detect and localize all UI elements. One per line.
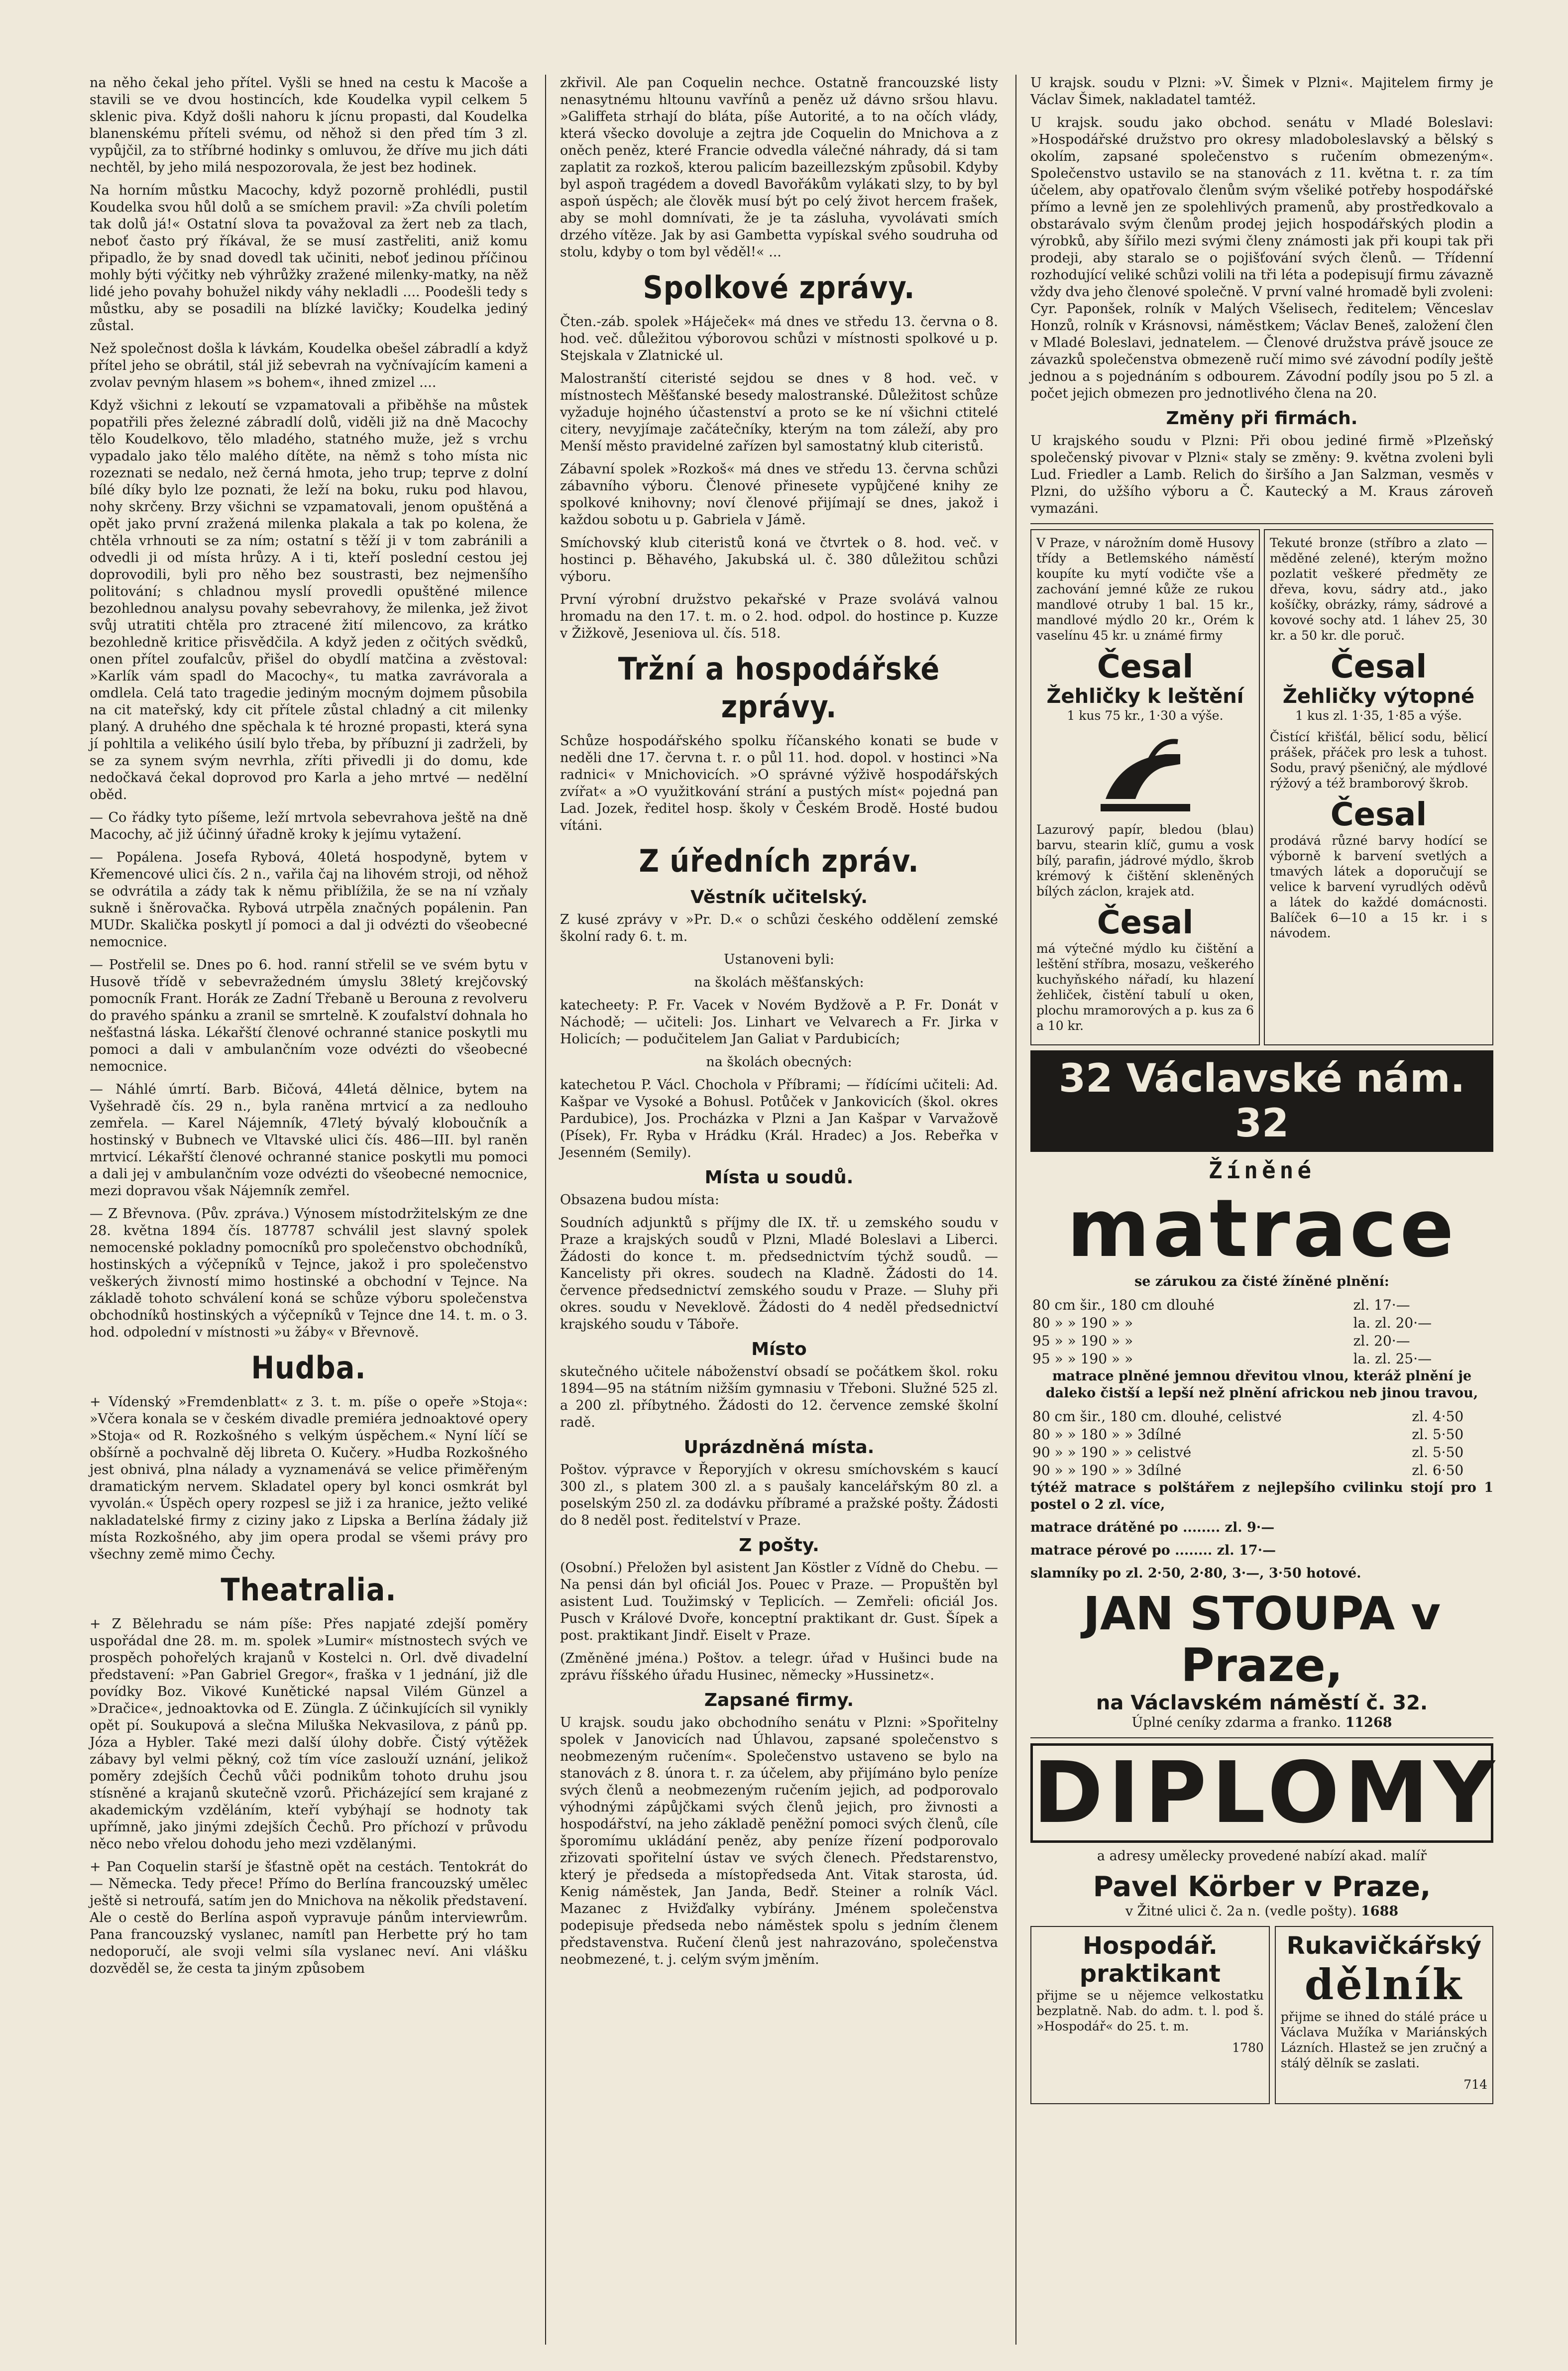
paragraph: — Postřelil se. Dnes po 6. hod. ranní střelil se ve svém bytu v Husově třídě v sebevražedném úmyslu 38letý krejčovský pomocník Frant. Horák ze Zadní Třebaně u Berouna z revolveru do pravého spánku a zranil se smrtelně. K zoufalství dohnala ho nešťastná láska. Lékařští členové ochranné stanice poskytli mu pomoci a dali v ambulančním voze odvézti do všeobecné nemocnice. bbox=[90, 957, 528, 1074]
ad-text: matrace pérové po ........ zl. 17·— bbox=[1030, 1543, 1276, 1558]
ad-text: Čistící křišťál, bělicí sodu, bělicí prášek, přáček pro lesk a tuhost. Sodu, pravý pšeničný, ale mýdlové rýžový a též bramborový škrob. bbox=[1270, 730, 1487, 790]
paragraph: Čten.-záb. spolek »Háječek« má dnes ve středu 13. června o 8. hod. več. důležitou výborovou schůzi v místnosti spolkové u p. Stejskala v Zlatnické ul. bbox=[560, 314, 998, 363]
paragraph: (Osobní.) Přeložen byl asistent Jan Köstler z Vídně do Chebu. — Na pensi dán byl oficiál Jos. Pouec v Praze. — Propuštěn byl asistent Lud. Toužimský v Teplicích. — Zemřeli: oficiál Jos. Pusch v Králové Dvoře, konceptní praktikant dr. Gust. Šípek a post. praktikant Jindř. Eiselt v Praze. bbox=[560, 1560, 998, 1643]
ad-text: se zárukou za čisté žíněné plnění: bbox=[1134, 1274, 1389, 1289]
ad-text: přijme se u nějemce velkostatku bezplatně. Nab. do adm. t. l. pod š. »Hospodář« do 25. t. m. bbox=[1036, 1988, 1264, 2033]
ad-title: Hospodář. praktikant bbox=[1079, 1932, 1221, 1988]
table-cell: 80 cm šir., 180 cm. dlouhé, celistvé bbox=[1032, 1408, 1282, 1425]
section-heading-theatralia: Theatralia. bbox=[221, 1572, 397, 1608]
advertiser-name: Pavel Körber v Praze, bbox=[1093, 1871, 1431, 1903]
paragraph: na školách obecných: bbox=[706, 1054, 852, 1070]
paragraph: První výrobní družstvo pekařské v Praze svolává valnou hromadu na den 17. t. m. o 2. hod. odpol. do hostince p. Kuzze v Žižkově, Jeseniova ul. čís. 518. bbox=[560, 592, 998, 641]
column-3 bbox=[1030, 75, 1500, 2104]
price-table bbox=[1030, 1296, 1493, 1368]
ad-text: slamníky po zl. 2·50, 2·80, 3·—, 3·50 hotové. bbox=[1030, 1566, 1361, 1581]
paragraph: Obsazena budou místa: bbox=[560, 1192, 719, 1208]
cesal-brand: Česal bbox=[1330, 649, 1427, 685]
paragraph: U krajsk. soudu jako obchod. senátu v Mladé Boleslavi: »Hospodářské družstvo pro okresy mladoboleslavský a bělský s okolím, zapsané společenstvo s ručením obmezeným«. Společenstvo ustavilo se na stanovách z 11. května t. r. za tím účelem, aby opatřovalo členům svým všeliké potřeby hospodářské přímo a levně jen ze spolehlivých pramenů, aby prostředkovalo a obstarávalo svým členům prodej jejich hospodářských plodin a výrobků, aby šířilo mezi svými členy známosti jak při koupi tak při prodeji, aby staralo se o pojišťování svých členů. — Třídenní rozhodující veliké schůzi volili na tři léta a podepisují firmu závazně vždy dva jeho členové společně. V první valné hromadě byli zvoleni: Cyr. Paponšek, rolník v Malých Všelisech, ředitelem; Věnceslav Honzů, rolník v Krásnovsi, náměstkem; Václav Beneš, založení člen v Mladé Boleslavi, jednatelem. — Členové družstva právě jsouce ze závazků společenstva obmezeně ručí mimo své závodní podíly ještě jednou a s pojednáním s odbourem. Závodní podíly jsou po 5 zl. a počet jejich obmezen pro jednotlivého člena na 20. bbox=[1030, 115, 1493, 401]
paragraph: na něho čekal jeho přítel. Vyšli se hned na cestu k Macoše a stavili se ve dvou hostincích, kde Koudelka vypil celkem 5 sklenic piva. Když došli nahoru k jícnu propasti, dal Koudelka blanenskému příteli svému, od něhož si den před tím 3 zl. vypůjčil, za to stříbrné hodinky s omluvou, že dříve mu jich dáti nechtěl, by jeho milá nespozorovala, že jest bez hodinek. bbox=[90, 75, 528, 175]
table-cell: zl. 6·50 bbox=[1412, 1462, 1464, 1478]
subheading-zposty: Z pošty. bbox=[739, 1535, 819, 1556]
table-cell: zl. 17·— bbox=[1353, 1297, 1410, 1313]
table-cell: 95 » » 190 » » bbox=[1032, 1351, 1133, 1367]
ad-headline-matrace: matrace bbox=[1067, 1182, 1457, 1275]
column-1 bbox=[90, 75, 528, 1983]
subheading-mista: Místa u soudů. bbox=[704, 1167, 854, 1188]
subheading-vestnik: Věstník učitelský. bbox=[690, 887, 868, 907]
section-heading-hudba: Hudba. bbox=[251, 1350, 366, 1386]
section-heading-spolkove: Spolkové zprávy. bbox=[643, 269, 915, 306]
ad-price: 1 kus 75 kr., 1·30 a výše. bbox=[1067, 708, 1224, 723]
ad-text bbox=[1030, 1714, 1493, 1731]
paragraph: Soudních adjunktů s příjmy dle IX. tř. u zemského soudu v Praze a krajských soudů v Plzni, Mladé Boleslavi a Liberci. Žádosti do konce t. m. předsednictvím týchž soudů. — Kancelisty při okres. soudech na Kladně. Žádosti do 14. července předsednictví zemského soudu v Praze. — Sluhy při okres. soudu v Neveklově. Žádosti do 4 neděl předsednictví krajského soudu v Táboře. bbox=[560, 1215, 998, 1332]
table-cell: zl. 4·50 bbox=[1412, 1408, 1464, 1425]
ad-praktikant bbox=[1030, 1926, 1270, 2104]
newspaper-page bbox=[90, 75, 1500, 2345]
ad-text: přijme se ihned do stálé práce u Václava Mužíka v Mariánských Lázních. Hlastež se jen zručný a stálý dělník se zaslati. bbox=[1280, 2010, 1487, 2070]
ad-title: Rukavičkářský bbox=[1286, 1932, 1482, 1960]
paragraph: skutečného učitele náboženství obsadí se počátkem škol. roku 1894—95 na státním nižším gymnasiu v Třeboni. Služné 525 zl. a 200 zl. příbytného. Žádosti do 12. července zemské školní radě. bbox=[560, 1364, 998, 1430]
advertiser-address: v Žitné ulici č. 2a n. (vedle pošty). bbox=[1125, 1904, 1357, 1919]
table-row bbox=[1030, 1350, 1493, 1368]
paragraph: Než společnost došla k lávkám, Koudelka obešel zábradlí a když přítel jeho se obrátil, stál již sebevrah na vyčnívajícím kameni a zvolav pevným hlasem »s bohem«, ihned zmizel .... bbox=[90, 341, 528, 390]
section-heading-urad: Z úředních zpráv. bbox=[639, 843, 919, 879]
paragraph: Na horním můstku Macochy, když pozorně prohlédli, pustil Koudelka svou hůl dolů a se smíchem pravil: »Za chvíli poletím tak dolů já!« Ostatní slova ta považoval za žert neb za tlach, neboť často prý říkával, že se musí zastřeliti, aniž komu připadlo, že by snad dovedl tak učiniti, neboť jedinou příčinou mohly býti výčitky neb výhrůžky zražené milenky-matky, na něž lidé jeho povahy bohužel nikdy váhy nekladli .... Poodešli tedy s můstku, aby se posadili na blízké lavičky; Koudelka jediný zůstal. bbox=[90, 183, 528, 334]
classified-ads bbox=[1030, 1926, 1493, 2104]
table-cell: zl. 20·— bbox=[1353, 1333, 1410, 1349]
ad-code: 1780 bbox=[1232, 2040, 1264, 2055]
paragraph: Smíchovský klub citeristů koná ve čtvrtek o 8. hod. več. v hostinci p. Běhavého, Jakubská ul. č. 380 důležitou schůzi výboru. bbox=[560, 535, 998, 584]
firm-address: na Václavském náměstí č. 32. bbox=[1096, 1692, 1428, 1714]
paragraph: zkřivil. Ale pan Coquelin nechce. Ostatně francouzské listy nenasytnému hltounu vavřínů a peněz už dávno sršou hlavu. »Galiffeta strhají do bláta, píše Autorité, a to na očích vlády, která všecko dovoluje a zejtra jde Coquelin do Mnichova a z oněch peněz, které Francie odvedla válečné náhrady, dá si tam zaplatit za rozkoš, kterou palicím bazeillezským způsobil. Kdyby byl aspoň tragédem a dovedl Bavořákům vylákati slzy, to by byl aspoň úspěch; ale člověk musí být po celý život hercem frašek, aby se mohl domnívati, že je ta zásluha, vyvolávati smích drzého vítěze. Jak by asi Gambetta vypískal svého soudruha od stolu, kdyby o tom byl věděl!« ... bbox=[560, 75, 998, 260]
subheading-uprazdnena: Uprázdněná místa. bbox=[683, 1437, 875, 1458]
subheading-zmeny: Změny při firmách. bbox=[1166, 408, 1358, 429]
ad-product: Žehličky k leštění bbox=[1046, 685, 1244, 708]
table-row bbox=[1030, 1332, 1493, 1350]
paragraph: U krajského soudu v Plzni: Při obou jediné firmě »Plzeňský společenský pivovar v Plzni« staly se změny: 9. května zvoleni byli Lud. Friedler a Lamb. Relich do širšího a Jan Salzman, vesměs v Plzni, do užšího výboru a Č. Kautecký a M. Kraus zároveň vymazáni. bbox=[1030, 433, 1493, 516]
address-banner: 32 Václavské nám. 32 bbox=[1030, 1050, 1493, 1152]
divider bbox=[1030, 523, 1493, 524]
table-cell: 80 » » 180 » » 3dílné bbox=[1032, 1426, 1182, 1443]
ad-text: matrace plněné jemnou dřevitou vlnou, kteráž plnění je daleko čistší a lepší než plnění africkou neb jinou travou, bbox=[1045, 1368, 1478, 1401]
ad-price: 1 kus zl. 1·35, 1·85 a výše. bbox=[1295, 708, 1462, 723]
paragraph: Poštov. výpravce v Řeporyjích v okresu smíchovském s kaucí 300 zl., s platem 300 zl. a s paušaly kancelářským 80 zl. a poselským 250 zl. za dodávku příbramé a pražské pošty. Žádosti do 8 neděl post. ředitelství v Praze. bbox=[560, 1462, 998, 1528]
paragraph: U krajsk. soudu v Plzni: »V. Šimek v Plzni«. Majitelem firmy je Václav Šimek, nakladatel tamtéž. bbox=[1030, 75, 1493, 108]
ad-text: prodává různé barvy hodící se výborně k barvení svetlých a tmavých látek a doporučují se velice k barvení vyrudlých oděvů a látek do každé domácnosti. Balíček 6—10 a 15 kr. i s návodem. bbox=[1270, 833, 1487, 940]
subheading-misto: Místo bbox=[751, 1339, 807, 1359]
paragraph: U krajsk. soudu jako obchodního senátu v Plzni: »Spořitelny spolek v Janovicích nad Úhlavou, zapsané společenstvo s neobmezeným ručením«. Společenstvo ustaveno se bylo na stanovách z 8. února t. r. za účelem, aby přijímáno bylo peníze svých členů a neobmezeným ručením jejich, ad podporovalo výhodnými zápůjčkami svých členů jejich, pro živnosti a hospodářství, na jeho základě peněžní pomoci svých členů, cíle šporomímu ukládání peněz, aby peníze řízení podporovalo zřizovati spořitelní ústav ve svých členech. Předstarenstvo, který je předseda a místopředseda Ant. Vitak starosta, úd. Kenig náměstek, Jan Janda, Bedř. Steiner a rolník Václ. Mazanec z Hvižďalky vybírány. Jménem společenstva podepisuje předseda nebo náměstek spolu s jedním členem představenstva. Ručení členů jest nahrazováno, společenstva neobmezené, t. j. celým svým jměním. bbox=[560, 1715, 998, 1967]
ad-text: V Praze, v nárožním domě Husovy třídy a Betlemského náměstí koupíte ku mytí vodičte vše a zachování jemné kůže ze rukou mandlové otruby 1 bal. 15 kr., mandlové mýdlo 20 kr., Orém k vaselínu 45 kr. u známé firmy bbox=[1036, 536, 1254, 643]
table-row bbox=[1030, 1408, 1493, 1426]
paragraph: — Popálena. Josefa Rybová, 40letá hospodyně, bytem v Křemencové ulici čís. 2 n., vařila čaj na lihovém stroji, od něhož se odvrátila a zády tak k němu přiblížila, že se na ní vzňaly sukně i šněrovačka. Rybová utrpěla značných popálenin. Pan MUDr. Skalička poskytl jí pomoci a dal ji odvézti do všeobecné nemocnice. bbox=[90, 850, 528, 950]
table-cell: 90 » » 190 » » celistvé bbox=[1032, 1444, 1192, 1461]
firm-note: Úplné ceníky zdarma a franko. bbox=[1131, 1715, 1341, 1730]
paragraph: Když všichni z lekoutí se vzpamatovali a přiběhše na můstek popatřili přes železné zábradlí dolů, viděli již na dně Macochy tělo Koudelkovo, tělo mladého, statného muže, jež s vrchu vypadalo jako tělo malého dítěte, na němž s toho místa nic rozeznati se nedalo, než černá hmota, jeho trup; teprve z dolní bílé díky bylo lze poznati, že leží na boku, ruku pod hlavou, nohy skrčeny. Brzy všichni se vzpamatovali, jenom opuštěná a opět jako první zražená milenka plakala a tak po kolena, že chtěla vrhnouti se za ním; ostatní s těží ji v tom zabránili a odvedli ji od místa hrůzy. A i ti, kteří poslední cestou jej doprovodili, byli pro něho bez soustrasti, bez nejmenšího politování; s chladnou myslí provedli opuštěné milence bezohlednou analysu povahy sebevrahovy, že milenka, jež život svůj utratiti chtěla pro ztracené žití milencovo, za krátko bezohledně kritice přisvědčila. A když jeden z očitých svědků, onen přítel zoufalcův, přišel do obydlí matčina a zvěstoval: »Karlík vám spadl do Macochy«, tu matka zavrávorala a omdlela. Celá tato tragedie jediným mocným dojmem působila na cit mateřský, kdy cit přítele zůstal chladný a cit milenky planý. A druhého dne spěchala k té hrozné propasti, která syna jí pohltila a velikého úsilí bylo třeba, by příbuzní ji zadrželi, by se za synem svým nevrhla, zříti přivedli ji do domu, kde nedočkavá čekal doprovod pro Karla a jeho mrtvé — nedělní oběd. bbox=[90, 398, 528, 802]
table-cell: zl. 5·50 bbox=[1412, 1426, 1464, 1443]
paragraph: Malostranští citeristé sejdou se dnes v 8 hod. več. v místnostech Měšťanské besedy malostranské. Důležitost schůze vyžaduje hojného účastenství a proto se ke ní všichni ctitelé citery, nevyjímaje začátečníky, kterým na tom záleží, aby pro Menší město pravidelné zařízen byl samostatný klub citeristů. bbox=[560, 371, 998, 454]
ad-delnik bbox=[1275, 1926, 1493, 2104]
table-row bbox=[1030, 1314, 1493, 1332]
paragraph: + Vídenský »Fremdenblatt« z 3. t. m. píše o opeře »Stoja«: »Včera konala se v českém divadle premiéra jednoaktové opery »Stoja« od R. Rozkošného s velkým úspěchem.« Nyní líčí se obšírně a pochvalně děj libreta O. Kučery. »Hudba Rozkošného jest obnivá, plna nálady a vyznamenává se velice přiměřeným dramatickým nervem. Skladatel opery byl konci osmkrát byl vyvolán.« Úspěch opery rozpesl se již i za hranice, ježto veliké nakladatelské firmy z ciziny jako z Lipska a Berlína žádaly již místa Rozkošného, aby jim opera prodal se všemi právy pro všechny země mimo Čechy. bbox=[90, 1394, 528, 1562]
ad-code: 1688 bbox=[1361, 1904, 1399, 1919]
ad-code: 11268 bbox=[1345, 1715, 1392, 1730]
table-cell: 80 » » 190 » » bbox=[1032, 1315, 1133, 1331]
ad-subtitle: Žíněné bbox=[1208, 1157, 1316, 1184]
cesal-brand: Česal bbox=[1097, 649, 1194, 685]
ad-headline-diplomy: DIPLOMY bbox=[1030, 1743, 1493, 1843]
ad-text: týtéž matrace s polštářem z nejlepšího cvilinku stojí pro 1 postel o 2 zl. více, bbox=[1030, 1480, 1493, 1512]
paragraph: Schůze hospodářského spolku říčanského konati se bude v neděli dne 17. června t. r. o půl 11. hod. dopol. v hostinci »Na radnici« v Mnichovicích. »O správné výživě hospodářských zvířat« a »O využitkování strání a pustých míst« pojedná pan Lad. Jozek, ředitel hosp. školy v Českém Brodě. Hosté budou vítáni. bbox=[560, 733, 998, 833]
ad-text: a adresy umělecky provedené nabízí akad. malíř bbox=[1097, 1848, 1427, 1864]
ad-code: 714 bbox=[1463, 2077, 1487, 2092]
column-rule bbox=[545, 75, 546, 2345]
paragraph: + Z Bělehradu se nám píše: Přes napjaté zdejší poměry uspořádal dne 28. m. m. spolek »Lumir« místnostech svých ve prospěch pohořelých krajanů v Kostelci n. Orl. dvě divadelní představení: »Pan Gabriel Gregor«, fraška v 1 jednání, již dle povídky Boz. Vikové Kunětické napsal Vilém Günzel a »Dračice«, jednoaktovka od E. Züngla. Z účinkujících sil vynikly opět pí. Soukupová a slečna Miluška Nekvasilova, z pánů pp. Józa a Hybler. Také mezi další úlohy dobře. Čistý výtěžek zábavy byl velmi pěkný, což tím více zaslouží uznání, jelikož poměry zdejších Čechů vůči podnikům tohoto druhu jsou stísněné a krajanů skutečně vzorů. Přicházející sem krajané z akademickým vzděláním, kteří vybýhají se hodnoty tak upřímně, jako jinými zdejších Čechů. Pro příchozí v průvodu něco nebo vřelou dohodu jeho mezi vzdělanými. bbox=[90, 1616, 528, 1852]
price-table bbox=[1030, 1408, 1493, 1479]
paragraph: Ustanoveni byli: bbox=[724, 952, 834, 967]
ad-text bbox=[1030, 1903, 1493, 1920]
ad-product: Žehličky výtopné bbox=[1282, 685, 1475, 708]
table-cell: 80 cm šir., 180 cm dlouhé bbox=[1032, 1297, 1215, 1313]
divider bbox=[1030, 1737, 1493, 1738]
paragraph: (Změněné jména.) Poštov. a telegr. úřad v Hušinci bude na zprávu říšského úřadu Husinec, německy »Hussinetz«. bbox=[560, 1651, 998, 1683]
firm-name: JAN STOUPA v Praze, bbox=[1083, 1587, 1441, 1692]
table-cell: 95 » » 190 » » bbox=[1032, 1333, 1133, 1349]
iron-icon bbox=[1091, 729, 1200, 819]
table-cell: la. zl. 25·— bbox=[1353, 1351, 1432, 1367]
paragraph: — Náhlé úmrtí. Barb. Bičová, 44letá dělnice, bytem na Vyšehradě čís. 29 n., byla raněna mrtvicí a za nedlouho zemřela. — Karel Nájemník, 47letý bývalý kloboučník a hostinský v Bubnech ve Vltavské ulici čís. 486—III. byl raněn mrtvicí. Lékařští členové ochranné stanice poskytli mu pomoci a dali jej v ambulančním voze odvézti do všeobecné nemocnice, mezi dopravou však Nájemník zemřel. bbox=[90, 1082, 528, 1199]
cesal-ad bbox=[1030, 529, 1493, 1045]
table-row bbox=[1030, 1462, 1493, 1479]
subheading-zapsane: Zapsané firmy. bbox=[704, 1690, 854, 1710]
table-row bbox=[1030, 1444, 1493, 1462]
table-cell: 90 » » 190 » » 3dílné bbox=[1032, 1462, 1182, 1478]
paragraph: Z kusé zprávy v »Pr. D.« o schůzi českého oddělení zemské školní rady 6. t. m. bbox=[560, 912, 998, 944]
paragraph: — Co řádky tyto píšeme, leží mrtvola sebevrahova ještě na dně Macochy, ač již účinný úřadně kroky k jejímu vytažení. bbox=[90, 810, 528, 842]
ad-text: Lazurový papír, bledou (blau) barvu, stearin klíč, gumu a vosk bílý, parafin, jádrové mýdlo, škrob krémový k čištění skleněných bílých záclon, krajek atd. bbox=[1036, 822, 1254, 899]
paragraph: na školách měšťanských: bbox=[694, 975, 864, 990]
cesal-ad-left bbox=[1030, 529, 1260, 1045]
cesal-brand: Česal bbox=[1097, 904, 1194, 941]
paragraph: katecheety: P. Fr. Vacek v Novém Bydžově a P. Fr. Donát v Náchodě; — učiteli: Jos. Linhart ve Velvarech a Fr. Jirka v Holicích; — podučitelem Jan Galiat v Pardubicích; bbox=[560, 998, 998, 1047]
section-heading-trzni: Tržní a hospodářské zprávy. bbox=[618, 651, 940, 725]
cesal-brand: Česal bbox=[1330, 796, 1427, 833]
table-row bbox=[1030, 1426, 1493, 1444]
cesal-ad-right bbox=[1264, 529, 1493, 1045]
table-cell: zl. 5·50 bbox=[1412, 1444, 1464, 1461]
ad-headline-delnik: dělník bbox=[1304, 1960, 1464, 2009]
paragraph: + Pan Coquelin starší je šťastně opět na cestách. Tentokrát do — Německa. Tedy přece! Přímo do Berlína francouzský umělec ještě si netroufá, satím jen do Mnichova na několik představení. Ale o cestě do Berlína aspoň vypravuje pánům interviewrům. Pana francouzský vyslanec, namítl pan Herbette prý ho tam nedoporučí, ale svoji velmi síla vyslanec neví. Ani vlášku dozvěděl se, že cesta ta jiným způsobem bbox=[90, 1859, 528, 1976]
column-rule bbox=[1015, 75, 1016, 2345]
paragraph: katechetou P. Václ. Chochola v Příbrami; — řídícími učiteli: Ad. Kašpar ve Vysoké a Bohusl. Potůček v Jankovicích (škol. okres Pardubice), Jos. Procházka v Plzni a Jan Kašpar v Varvažově (Písek), Fr. Ryba v Hrádku (Král. Hradec) a Jos. Rebeřka v Jesenném (Semily). bbox=[560, 1077, 998, 1160]
paragraph: Zábavní spolek »Rozkoš« má dnes ve středu 13. června schůzi zábavního výboru. Členové přinesete vypůjčené knihy ze spolkové knihovny; noví členové přijímají se dnes, jakož i každou sobotu u p. Gabriela v Jámě. bbox=[560, 461, 998, 528]
paragraph: — Z Břevnova. (Pův. zpráva.) Výnosem místodržitelským ze dne 28. května 1894 čís. 187787 schválil jest slavný spolek nemocenské pokladny pomocníků pro společenstvo obchodníků, hostinských a výčepníků v Tejnce, jakož i pro společenstvo veškerých živností mimo hostinské a obchodní v Tejnce. Na základě tohoto schválení koná se schůze výboru společenstva obchodníků hostinských a výčepníků v Tejnce dne 14. t. m. o 3. hod. odpolední v místnosti »u žáby« v Břevnově. bbox=[90, 1206, 528, 1340]
ad-text: matrace drátěné po ........ zl. 9·— bbox=[1030, 1520, 1275, 1535]
column-2 bbox=[560, 75, 998, 1974]
table-cell: la. zl. 20·— bbox=[1353, 1315, 1432, 1331]
table-row bbox=[1030, 1296, 1493, 1314]
ad-text: má výtečné mýdlo ku čištění a leštění stříbra, mosazu, veškerého kuchyňského nářadí, ku hlazení žehliček, čistění tabulí u oken, plochu mramorových a p. kus za 6 a 10 kr. bbox=[1036, 941, 1254, 1033]
ad-text: Tekuté bronze (stříbro a zlato — měděné zelené), kterým možno pozlatit veškeré předměty ze dřeva, kovu, sádry atd., jako košíčky, obrázky, rámy, sádrové a kovové sochy atd. 1 láhev 25, 30 kr. a 50 kr. dle poruč. bbox=[1270, 536, 1487, 643]
